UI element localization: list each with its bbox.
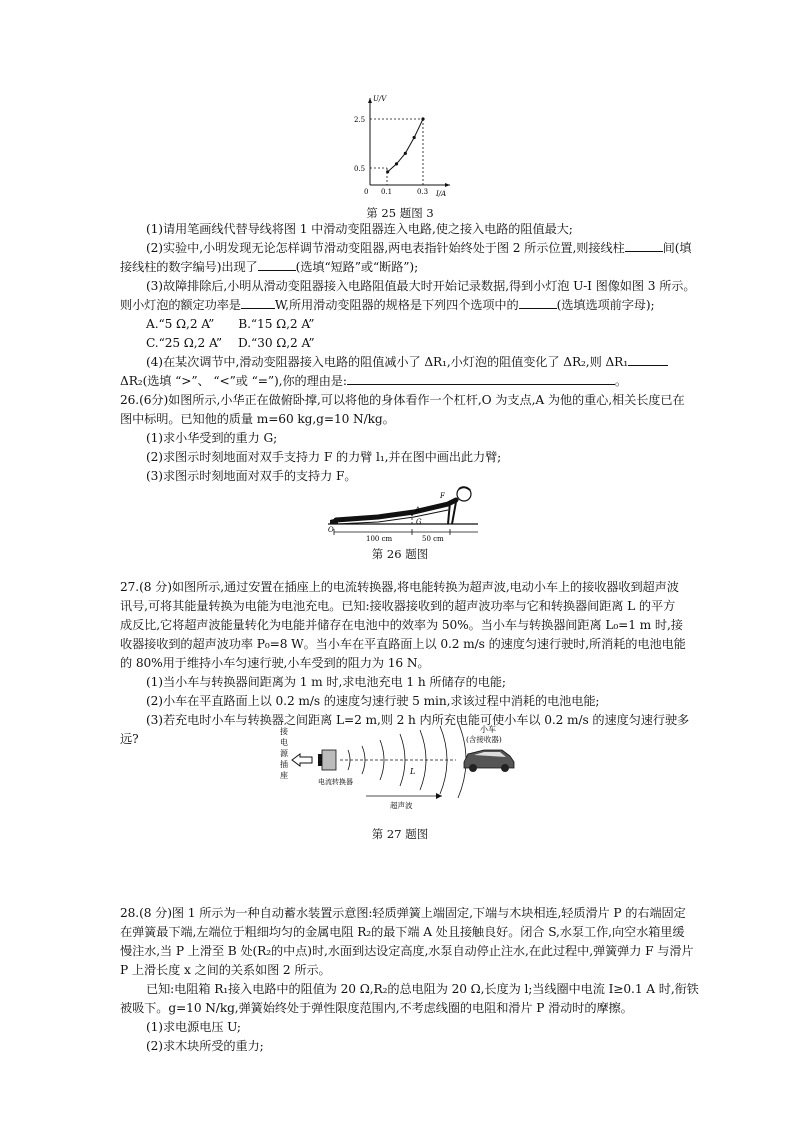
data-point [421, 117, 424, 120]
y-tick-label: 0.5 [354, 165, 366, 173]
q25-part2-text: (选填“短路”或“断路”); [295, 260, 419, 274]
q25-part4-text: ΔR₂(选填 “>”、 “<”或 “=”),你的理由是: [120, 374, 347, 388]
gravity-g-label: G [416, 518, 422, 526]
q25-part2-text: 间(填 [662, 241, 692, 255]
q25-part4 [146, 353, 706, 372]
q26-sub2: (2)求图示时刻地面对双手支持力 F 的力臂 l₁,并在图中画出此力臂; [146, 450, 502, 464]
distance-label: 50 cm [422, 535, 444, 543]
q25-part2-text: 接线柱的数字编号)出现了 [120, 260, 258, 274]
q27-stem: 的 80%用于维持小车匀速行驶,小车受到的阻力为 16 N。 [120, 656, 430, 670]
point-a-label: A [415, 506, 421, 514]
distance-l-label: L [410, 767, 416, 776]
q25-part3: (3)故障排除后,小明从滑动变阻器接入电路阻值最大时开始记录数据,得到小灯泡 U-I 图像如图 3 所示。 [146, 279, 696, 293]
q27-stem: 27.(8 分)如图所示,通过安置在插座上的电流转换器,将电能转换为超声波,电动小车上的接收器收到超声波 [120, 580, 679, 594]
option-d: D.“30 Ω,2 A” [238, 336, 315, 350]
q27-stem: 成反比,它将超声波能量转化为电能并储存在电池中的效率为 50%。当小车与转换器间距离 L₀=1 m 时,接 [120, 618, 683, 632]
q25-part4-cont [120, 372, 680, 391]
q27-sub2: (2)小车在平直路面上以 0.2 m/s 的速度匀速行驶 5 min,求该过程中消耗的电池电能; [146, 694, 600, 708]
distance-label: 100 cm [366, 535, 393, 543]
answer-blank[interactable] [625, 239, 663, 252]
q25-options-row1 [146, 315, 706, 334]
converter-label: 电流转换器 [318, 778, 353, 786]
x-axis-label: I/A [436, 190, 447, 198]
origin-label: 0 [364, 188, 369, 196]
option-c: C.“25 Ω,2 A” [146, 336, 223, 350]
q27-stem: 收器接收到的超声波功率 P₀=8 W。当小车在平直路面上以 0.2 m/s 的速度匀速行驶时,所消耗的电池电能 [120, 637, 686, 651]
q25-part3-cont [120, 296, 680, 315]
q28-stem: 在弹簧最下端,左端位于粗细均匀的金属电阻 R₂的最下端 A 处且接触良好。闭合 S,水泵工作,向空水箱里缓 [120, 925, 685, 939]
y-axis-label: U/V [373, 95, 387, 103]
car-label: 小车 [480, 725, 496, 734]
q26-stem: 图中标明。已知他的质量 m=60 kg,g=10 N/kg。 [120, 412, 395, 426]
ultrasonic-label: 超声波 [390, 801, 413, 810]
q26-sub3: (3)求图示时刻地面对双手的支持力 F。 [146, 469, 357, 483]
q28-given: 已知:电阻箱 R₁接入电路中的阻值为 20 Ω,R₂的总电阻为 20 Ω,长度为 l;当线圈中电流 I≥0.1 A 时,衔铁 [146, 982, 699, 996]
q28-sub2: (2)求木块所受的重力; [146, 1039, 264, 1053]
q27-sub1: (1)当小车与转换器间距离为 1 m 时,求电池充电 1 h 所储存的电能; [146, 675, 506, 689]
force-f-label: F [440, 492, 445, 500]
q26-sub1: (1)求小华受到的重力 G; [146, 431, 278, 445]
socket-label: 座 [280, 771, 288, 780]
q28-sub1: (1)求电源电压 U; [146, 1020, 241, 1034]
answer-blank[interactable] [519, 296, 557, 309]
pushup-figure [318, 484, 488, 544]
figure-caption: 第 26 题图 [371, 547, 429, 561]
q28-given: 被吸下。g=10 N/kg,弹簧始终处于弹性限度范围内,不考虑线圈的电阻和滑片 P 滑动时的摩擦。 [120, 1001, 633, 1015]
q25-part3-text: (选填选项前字母); [556, 298, 655, 312]
q25-part2-cont [120, 258, 680, 277]
q25-part4-text: 。 [614, 374, 627, 388]
x-tick-label: 0.3 [417, 188, 429, 196]
q27-stem: 讯号,可将其能量转换为电能为电池充电。已知:接收器接收到的超声波功率与它和转换器间距离 L 的平方 [120, 599, 676, 613]
figure-caption: 第 25 题图 3 [366, 206, 434, 220]
q27-sub3: (3)若充电时小车与转换器之间距离 L=2 m,则 2 h 内所充电能可使小车以 0.2 m/s 的速度匀速行驶多 [146, 713, 690, 727]
q26-stem: 26.(6分)如图所示,小华正在做俯卧撑,可以将他的身体看作一个杠杆,O 为支点,A 为他的重心,相关长度已在 [120, 393, 685, 407]
q25-part2-text: (2)实验中,小明发现无论怎样调节滑动变阻器,两电表指针始终处于图 2 所示位置,则接线柱 [146, 241, 625, 255]
option-b: B.“15 Ω,2 A” [238, 317, 315, 331]
q28-stem: 28.(8 分)图 1 所示为一种自动蓄水装置示意图:轻质弹簧上端固定,下端与木块相连,轻质滑片 P 的右端固定 [120, 906, 686, 920]
fulcrum-o-label: O [328, 526, 334, 534]
q25-part4-text: (4)在某次调节中,滑动变阻器接入电路的阻值减小了 ΔR₁,小灯泡的阻值变化了 ΔR₂,则 ΔR₁ [146, 355, 629, 369]
data-point [413, 136, 416, 139]
figure-caption: 第 27 题图 [371, 827, 429, 841]
q27-sub3-cont: 远? [120, 732, 139, 746]
car-icon [464, 750, 514, 772]
q25-options-row2 [146, 334, 706, 353]
q28-stem: 慢注水,当 P 上滑至 B 处(R₂的中点)时,水面到达设定高度,水泵自动停止注水,在此过程中,弹簧弹力 F 与滑片 [120, 944, 694, 958]
q25-part2 [146, 239, 706, 258]
q25-part3-text: 则小灯泡的额定功率是 [120, 298, 241, 312]
data-point [395, 162, 398, 165]
q25-part1: (1)请用笔画线代替导线将图 1 中滑动变阻器连入电路,使之接入电路的阻值最大; [146, 222, 573, 236]
option-a: A.“5 Ω,2 A” [146, 317, 215, 331]
x-tick-label: 0.1 [381, 188, 393, 196]
arrow-left-icon [292, 754, 312, 766]
socket-label: 源 [280, 749, 288, 758]
socket-label: 接 [280, 727, 288, 736]
ultrasonic-figure [270, 720, 540, 812]
ui-graph [350, 90, 460, 200]
receiver-label: (含接收器) [466, 735, 502, 744]
series-line [388, 119, 423, 172]
q28-stem: P 上滑长度 x 之间的关系如图 2 所示。 [120, 963, 331, 977]
q25-part3-text: W,所用滑动变阻器的规格是下列四个选项中的 [274, 298, 519, 312]
data-point [386, 170, 389, 173]
answer-blank[interactable] [241, 296, 275, 309]
socket-label: 电 [280, 738, 288, 747]
y-tick-label: 2.5 [354, 116, 366, 124]
data-point [404, 152, 407, 155]
answer-blank[interactable] [347, 372, 615, 385]
answer-blank[interactable] [258, 258, 296, 271]
socket-label: 插 [280, 760, 288, 769]
answer-blank[interactable] [628, 353, 668, 366]
